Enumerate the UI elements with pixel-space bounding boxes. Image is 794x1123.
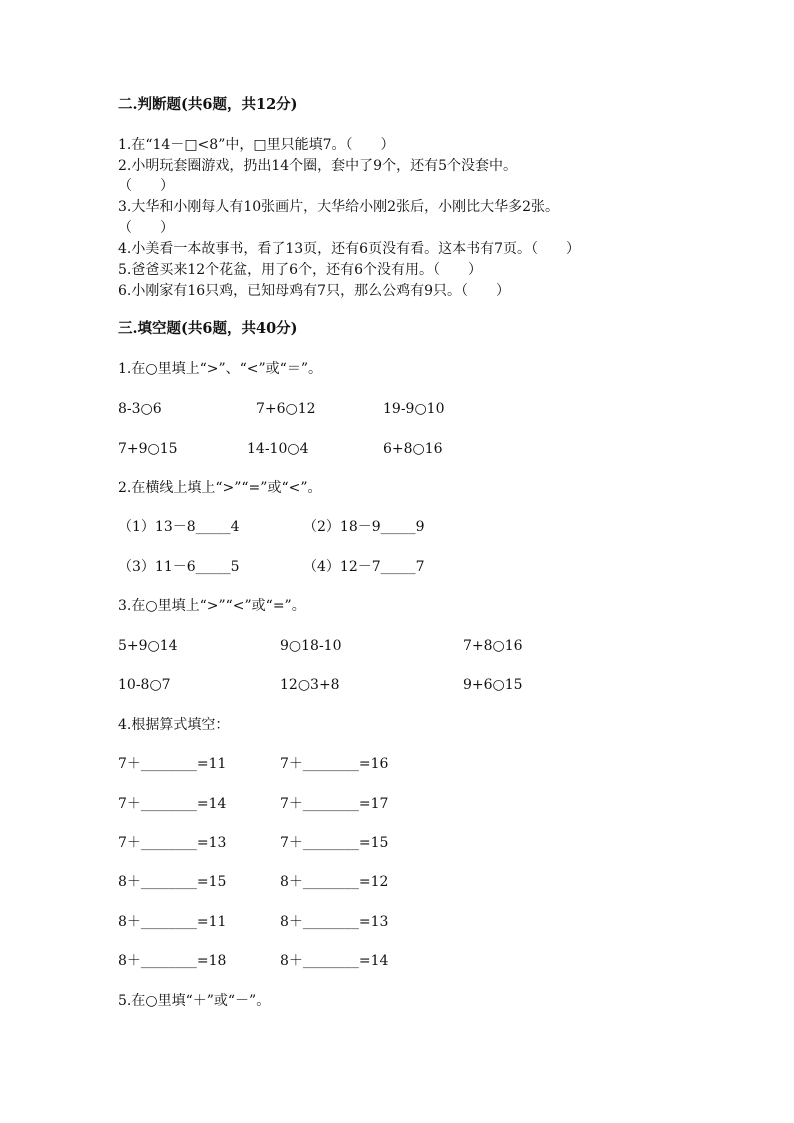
- judgement-item-2-answer: （ ）: [118, 178, 174, 194]
- judgement-item-4: 4.小美看一本故事书，看了13页，还有6页没有看。这本书有7页。（ ）: [118, 241, 580, 257]
- fill-q4-expr: 7＋________=15: [280, 835, 389, 851]
- judgement-item-3-answer: （ ）: [118, 220, 174, 236]
- section-heading-judgement: 二.判断题(共6题，共12分): [118, 96, 298, 113]
- fill-q4-prompt: 4.根据算式填空：: [118, 717, 230, 733]
- fill-q4-expr: 7＋________=14: [118, 796, 227, 812]
- judgement-item-3: 3.大华和小刚每人有10张画片，大华给小刚2张后，小刚比大华多2张。: [118, 199, 559, 215]
- fill-q4-expr: 8＋________=14: [280, 953, 389, 969]
- fill-q2-expr: （4）12－7_____7: [303, 559, 425, 575]
- fill-q3-expr: 7+8○16: [463, 638, 523, 654]
- section-heading-fill-blank: 三.填空题(共6题，共40分): [118, 320, 298, 337]
- fill-q4-expr: 7＋________=13: [118, 835, 227, 851]
- judgement-item-1: 1.在“14－□<8”中，□里只能填7。（ ）: [118, 137, 395, 153]
- fill-q4-expr: 8＋________=18: [118, 953, 227, 969]
- fill-q2-expr: （1）13－8_____4: [118, 519, 240, 535]
- fill-q4-expr: 7＋________=17: [280, 796, 389, 812]
- fill-q1-prompt: 1.在○里填上“>”、“<”或“＝”。: [118, 361, 322, 377]
- fill-q3-expr: 10-8○7: [118, 677, 171, 693]
- fill-q2-expr: （2）18－9_____9: [303, 519, 425, 535]
- judgement-item-6: 6.小刚家有16只鸡，已知母鸡有7只，那么公鸡有9只。（ ）: [118, 283, 510, 299]
- fill-q1-expr: 19-9○10: [383, 401, 445, 417]
- fill-q3-prompt: 3.在○里填上“>”“<”或“=”。: [118, 598, 306, 614]
- fill-q5-prompt: 5.在○里填“＋”或“－”。: [118, 993, 271, 1009]
- fill-q3-expr: 9+6○15: [463, 677, 523, 693]
- fill-q4-expr: 8＋________=12: [280, 874, 389, 890]
- fill-q4-expr: 7＋________=11: [118, 756, 227, 772]
- fill-q2-prompt: 2.在横线上填上“>”“=”或“<”。: [118, 480, 322, 496]
- fill-q3-expr: 5+9○14: [118, 638, 178, 654]
- fill-q1-expr: 7+6○12: [256, 401, 316, 417]
- judgement-item-2: 2.小明玩套圈游戏，扔出14个圈，套中了9个，还有5个没套中。: [118, 158, 517, 174]
- fill-q4-expr: 8＋________=11: [118, 914, 227, 930]
- fill-q4-expr: 7＋________=16: [280, 756, 389, 772]
- fill-q2-expr: （3）11－6_____5: [118, 559, 240, 575]
- fill-q4-expr: 8＋________=15: [118, 874, 227, 890]
- fill-q3-expr: 12○3+8: [280, 677, 340, 693]
- fill-q1-expr: 7+9○15: [118, 441, 178, 457]
- fill-q4-expr: 8＋________=13: [280, 914, 389, 930]
- fill-q1-expr: 14-10○4: [247, 441, 309, 457]
- fill-q3-expr: 9○18-10: [280, 638, 342, 654]
- fill-q1-expr: 6+8○16: [383, 441, 443, 457]
- judgement-item-5: 5.爸爸买来12个花盆，用了6个，还有6个没有用。（ ）: [118, 262, 482, 278]
- fill-q1-expr: 8-3○6: [118, 401, 162, 417]
